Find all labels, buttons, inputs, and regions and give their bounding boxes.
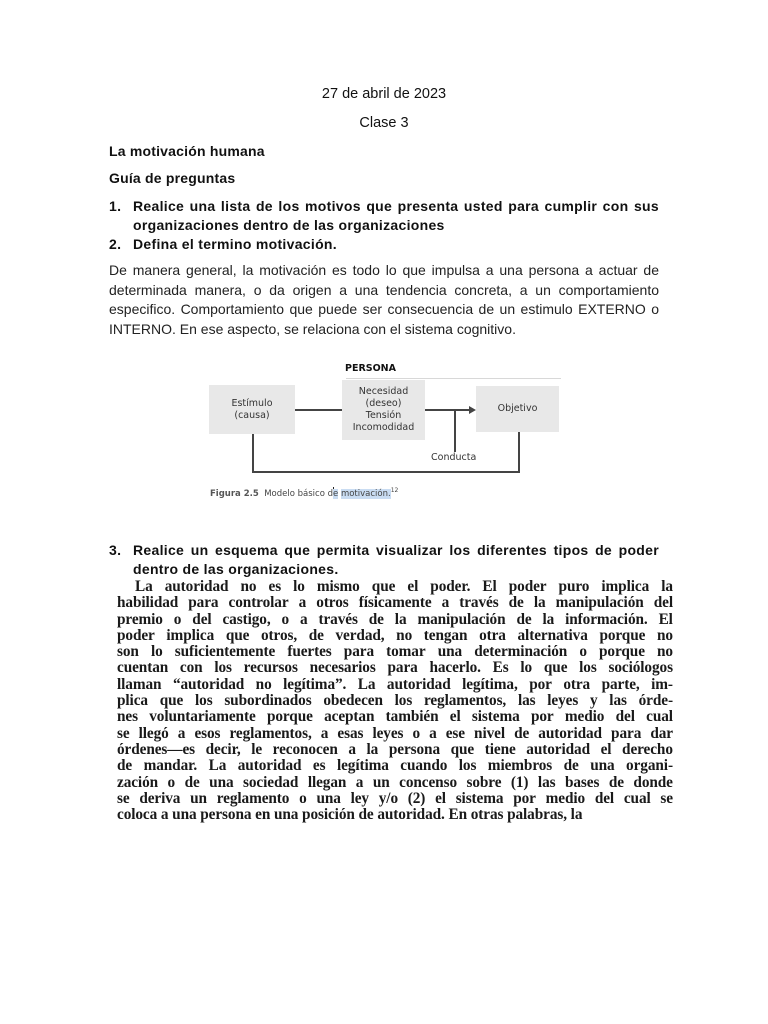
scan-line: se llegó a esos reglamentos, a esas leyes o a ese nivel de autoridad para dar xyxy=(117,724,673,742)
question-number: 2. xyxy=(109,236,122,252)
answer-paragraph: De manera general, la motivación es todo lo que impulsa a una persona a actuar de determinada manera, o da origen a una tendencia concreta, a un comportamiento especifico. Comportamiento que puede ser consecuencia de un estimulo EXTERNO o INTERNO. En ese aspecto, se relaciona con el sistema cognitivo. xyxy=(109,262,659,337)
scan-line: de mandar. La autoridad es legítima cuando los miembros de una organi- xyxy=(117,757,673,775)
motivation-model-figure xyxy=(207,360,561,505)
question-number: 1. xyxy=(109,198,122,214)
need-objective-connector xyxy=(425,409,469,411)
scan-line: coloca a una persona en una posición de autoridad. En otras palabras, la xyxy=(117,806,583,824)
stimulus-need-connector xyxy=(295,409,342,411)
document-title: La motivación humana xyxy=(109,143,265,159)
need-box xyxy=(342,380,425,440)
feedback-loop-left xyxy=(252,434,254,472)
scan-line: órdenes—es decir, le reconocen a la persona que tiene autoridad el derecho xyxy=(117,740,673,758)
need-label: Necesidad xyxy=(358,386,409,397)
scan-line: La autoridad no es lo mismo que el poder. El poder puro implica la xyxy=(135,579,673,595)
caption-text: Modelo básico de motivación.$^{12}$ xyxy=(264,487,399,499)
scan-line: plica que los subordinados obedecen los reglamentos, las leyes y las órde- xyxy=(117,692,673,710)
desire-label: (deseo) xyxy=(365,398,402,409)
scan-line: premio o del castigo, o a través de la manipulación de la información. El xyxy=(117,610,673,628)
objective-box xyxy=(476,386,559,432)
figure-caption xyxy=(210,487,398,499)
feedback-loop-right xyxy=(518,432,520,472)
stimulus-box xyxy=(209,385,295,434)
scan-line: habilidad para controlar a otros físicamente a través de la manipulación del xyxy=(117,594,673,612)
scan-line: se deriva un reglamento o una ley y/o (2) el sistema por medio del cual se xyxy=(117,789,673,807)
class-number: Clase 3 xyxy=(359,115,409,131)
feedback-loop-bottom xyxy=(252,471,520,473)
arrow-head xyxy=(469,406,476,414)
scan-line: nes voluntariamente porque aceptan también el sistema por medio del cual xyxy=(117,708,673,726)
question-3 xyxy=(109,541,659,579)
document-subtitle: Guía de preguntas xyxy=(109,170,236,186)
objective-label: Objetivo xyxy=(497,403,538,414)
discomfort-label: Incomodidad xyxy=(352,422,415,433)
figure-number: Figura 2.5 xyxy=(210,489,259,499)
question-text: Defina el termino motivación. xyxy=(133,236,337,252)
question-number: 3. xyxy=(109,542,122,558)
scanned-passage xyxy=(117,579,673,845)
question-text: Realice un esquema que permita visualizar los diferentes tipos de poder dentro de las organizaciones. xyxy=(133,542,659,577)
question-text: Realice una lista de los motivos que presenta usted para cumplir con sus organizaciones dentro de las organizaciones xyxy=(133,198,659,233)
tension-label: Tensión xyxy=(365,410,402,421)
question-2 xyxy=(109,235,659,254)
figure-header-label: PERSONA xyxy=(345,363,396,374)
stimulus-sublabel: (causa) xyxy=(234,409,270,421)
scan-line: cuentan con los recursos necesarios para hacerlo. Es lo que los sociólogos xyxy=(117,659,673,677)
scan-line: zación o de una sociedad llegan a un concenso sobre (1) las bases de donde xyxy=(117,773,673,791)
question-1 xyxy=(109,197,659,235)
document-date: 27 de abril de 2023 xyxy=(321,86,447,102)
stimulus-label: Estímulo xyxy=(231,397,273,409)
scan-line: llaman “autoridad no legítima”. La autoridad legítima, por otra parte, im- xyxy=(117,675,673,693)
scan-line: son lo suficientemente fuertes para tomar una determinación o porque no xyxy=(117,643,673,661)
behavior-connector xyxy=(454,410,456,452)
behavior-label: Conducta xyxy=(431,452,477,463)
scan-line: poder implica que otros, de verdad, no tengan otra alternativa porque no xyxy=(117,626,673,644)
